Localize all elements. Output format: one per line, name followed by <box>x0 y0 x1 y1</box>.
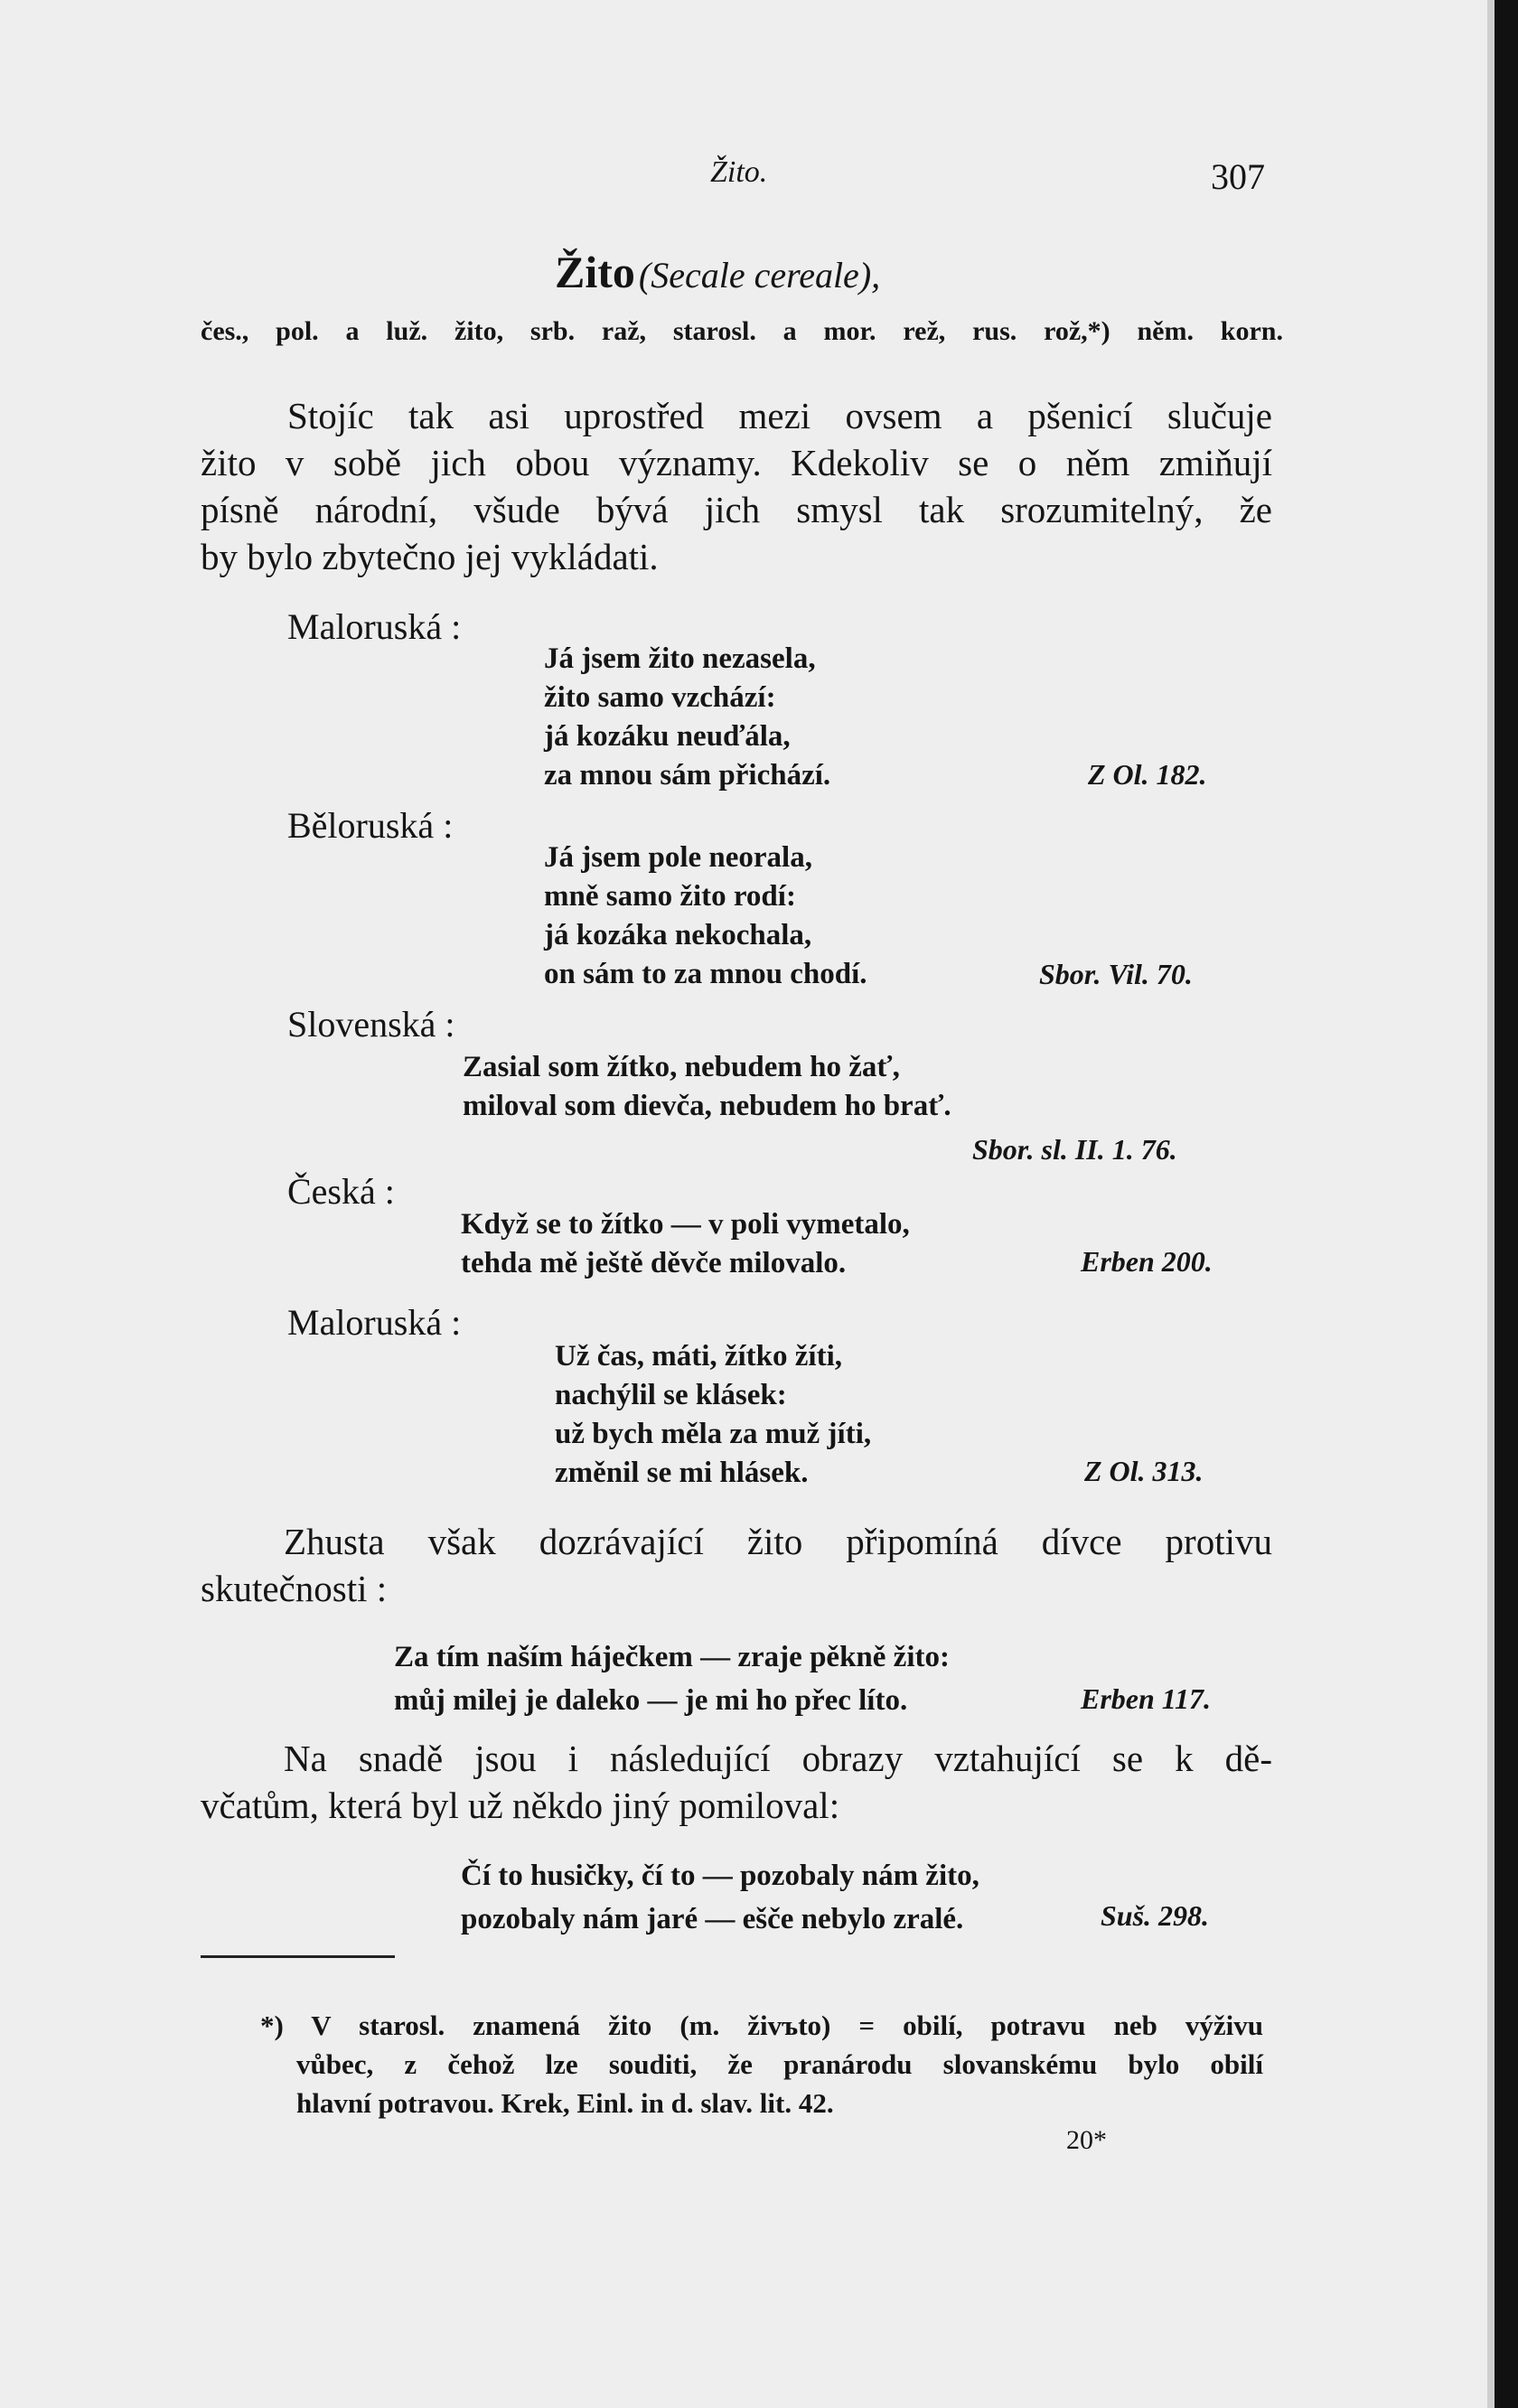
running-head: Žito. <box>710 155 768 189</box>
intro-line-2: žito v sobě jich obou významy. Kdekoliv se o něm zmiňují <box>201 442 1272 483</box>
source-citation-text: Erben 200. <box>1081 1245 1213 1278</box>
page-edge-shadow <box>1487 0 1495 2408</box>
source-citation <box>1101 1899 1209 1933</box>
source-citation-text: Z Ol. 182. <box>1088 758 1207 791</box>
paragraph-3 <box>201 1735 1272 1829</box>
verse-line: Zasial som žítko, nebudem ho žať, <box>463 1051 900 1083</box>
footnote <box>260 2006 1263 2122</box>
verse-line: já kozáku neuďála, <box>544 720 791 753</box>
verse-line: nachýlil se klásek: <box>555 1379 787 1411</box>
source-citation-text: Z Ol. 313. <box>1084 1455 1204 1487</box>
verse-line: už bych měla za muž jíti, <box>555 1418 872 1450</box>
intro-line-3: písně národní, všude bývá jich smysl tak srozumitelný, že <box>201 489 1272 530</box>
verse-block <box>394 1635 950 1722</box>
verse-line: za mnou sám přichází. <box>544 759 831 792</box>
section-label: Maloruská : <box>287 606 462 647</box>
entry-subtitle: čes., pol. a luž. žito, srb. raž, starosl. a mor. rež, rus. rož,*) něm. korn. <box>201 316 1283 346</box>
source-citation-text: Suš. 298. <box>1101 1899 1210 1932</box>
intro-line-4: by bylo zbytečno jej vykládati. <box>201 536 659 577</box>
page-edge-border <box>1495 0 1518 2408</box>
paragraph-2 <box>201 1518 1272 1612</box>
page-number: 307 <box>1211 156 1265 197</box>
signature-mark: 20* <box>1066 2125 1107 2155</box>
section-label: Slovenská : <box>287 1004 455 1045</box>
section-label: Běloruská : <box>287 805 454 846</box>
entry-title: Žito <box>555 247 635 297</box>
verse-line: změnil se mi hlásek. <box>555 1457 809 1489</box>
verse-block <box>461 1854 979 1941</box>
source-citation-text: Sbor. sl. II. 1. 76. <box>972 1133 1177 1166</box>
source-citation-text: Sbor. Vil. 70. <box>1039 958 1193 990</box>
verse-line: miloval som dievča, nebudem ho brať. <box>463 1090 951 1122</box>
verse-line: Já jsem žito nezasela, <box>544 642 816 675</box>
section-label: Maloruská : <box>287 1302 462 1343</box>
source-citation <box>1081 1682 1211 1716</box>
source-citation <box>972 1133 1177 1167</box>
intro-line-1: Stojíc tak asi uprostřed mezi ovsem a pšenicí slučuje <box>287 395 1272 436</box>
verse-line: mně samo žito rodí: <box>544 880 796 913</box>
verse-block <box>544 839 867 994</box>
verse-block <box>461 1205 910 1283</box>
source-citation <box>1088 758 1207 792</box>
source-citation-text: Erben 117. <box>1081 1682 1212 1715</box>
verse-line: Když se to žítko — v poli vymetalo, <box>461 1208 910 1241</box>
paragraph-3-line-2: včatům, která byl už někdo jiný pomiloval: <box>201 1785 840 1826</box>
verse-line: tehda mě ještě děvče milovalo. <box>461 1247 847 1279</box>
entry-title-line <box>555 246 880 298</box>
intro-paragraph <box>201 392 1272 580</box>
source-citation <box>1081 1245 1213 1279</box>
verse-block <box>555 1337 871 1493</box>
paragraph-2-line-2: skutečnosti : <box>201 1568 388 1609</box>
verse-line: pozobaly nám jaré — ešče nebylo zralé. <box>461 1903 964 1935</box>
verse-line: Čí to husičky, čí to — pozobaly nám žito, <box>461 1860 979 1892</box>
verse-line: Já jsem pole neorala, <box>544 841 812 874</box>
paragraph-2-line-1: Zhusta však dozrávající žito připomíná dívce protivu <box>284 1521 1272 1562</box>
verse-line: můj milej je daleko — je mi ho přec líto. <box>394 1684 908 1717</box>
section-label: Česká : <box>287 1171 395 1212</box>
verse-line: Už čas, máti, žítko žíti, <box>555 1340 842 1373</box>
source-citation <box>1039 958 1193 991</box>
footnote-divider <box>201 1955 395 1958</box>
verse-line: žito samo vzchází: <box>544 681 776 714</box>
verse-line: Za tím naším háječkem — zraje pěkně žito: <box>394 1641 950 1673</box>
footnote-line-2: vůbec, z čehož lze souditi, že pranárodu slovanskému bylo obilí <box>296 2048 1263 2080</box>
verse-block <box>544 640 830 795</box>
footnote-line-3: hlavní potravou. Krek, Einl. in d. slav. lit. 42. <box>296 2087 834 2119</box>
verse-line: on sám to za mnou chodí. <box>544 958 867 990</box>
paragraph-3-line-1: Na snadě jsou i následující obrazy vztahující se k dě- <box>284 1738 1272 1779</box>
source-citation <box>1084 1455 1204 1488</box>
entry-latin: (Secale cereale), <box>638 255 881 295</box>
footnote-line-1: *) V starosl. znamená žito (m. živъto) = obilí, potravu neb výživu <box>260 2010 1263 2041</box>
verse-block <box>463 1048 951 1126</box>
verse-line: já kozáka nekochala, <box>544 919 812 951</box>
